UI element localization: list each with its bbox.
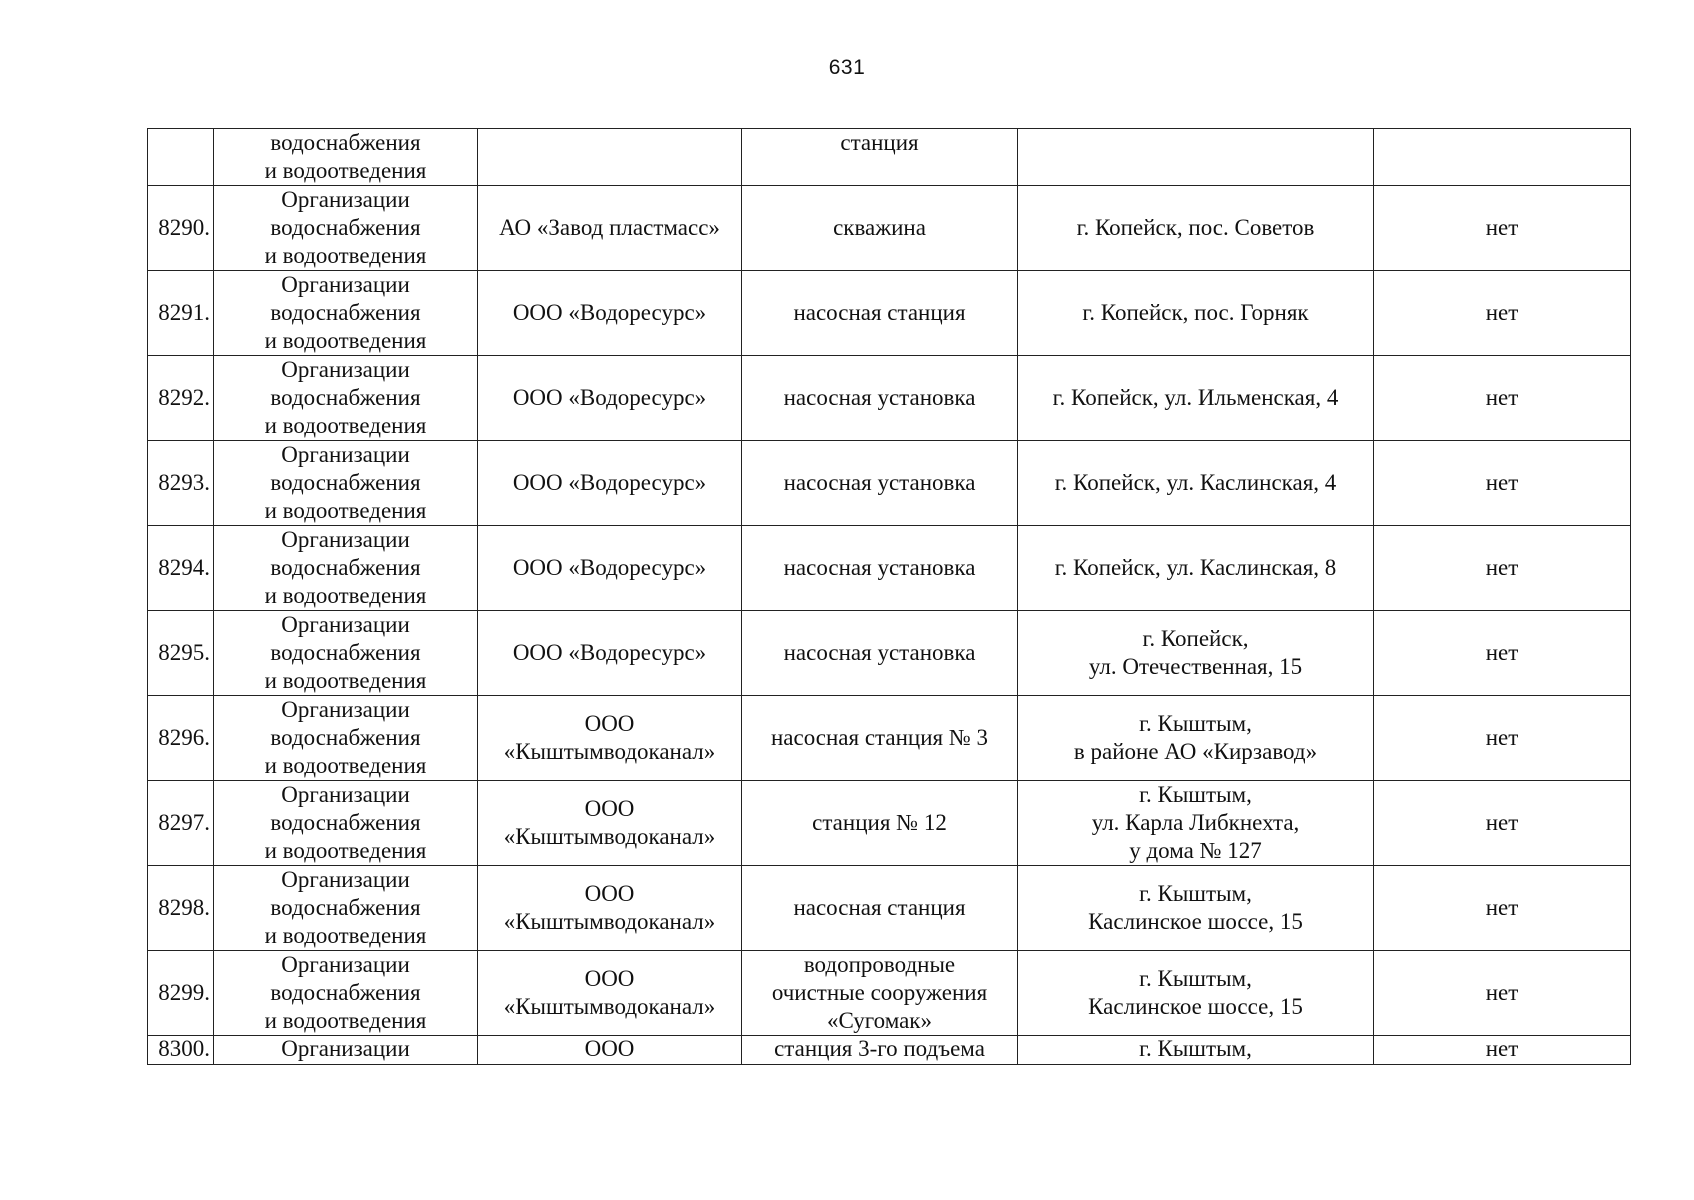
table-row	[148, 781, 1631, 866]
page-number: 631	[828, 56, 866, 79]
cell-number: 8292.	[148, 356, 214, 441]
cell-organization	[478, 129, 742, 186]
cell-number: 8299.	[148, 951, 214, 1036]
cell-address: г. Кыштым, Каслинское шоссе, 15	[1018, 951, 1374, 1036]
cell-organization: ООО «Водоресурс»	[478, 271, 742, 356]
cell-object: насосная установка	[742, 611, 1018, 696]
cell-address: г. Копейск, пос. Горняк	[1018, 271, 1374, 356]
cell-address	[1018, 129, 1374, 186]
cell-number: 8298.	[148, 866, 214, 951]
cell-org-type: Организации водоснабжения и водоотведения	[214, 526, 478, 611]
cell-number: 8294.	[148, 526, 214, 611]
cell-value: нет	[1374, 356, 1631, 441]
table-row-last	[148, 1036, 1631, 1065]
cell-org-type: водоснабжения и водоотведения	[214, 129, 478, 186]
cell-org-type: Организации водоснабжения и водоотведения	[214, 866, 478, 951]
table-row	[148, 356, 1631, 441]
cell-organization: ООО «Водоресурс»	[478, 526, 742, 611]
cell-address: г. Копейск, пос. Советов	[1018, 186, 1374, 271]
cell-address: г. Кыштым, ул. Карла Либкнехта, у дома № 127	[1018, 781, 1374, 866]
cell-value: нет	[1374, 866, 1631, 951]
cell-organization: ООО «Кыштымводоканал»	[478, 951, 742, 1036]
table-row	[148, 611, 1631, 696]
cell-address: г. Копейск, ул. Ильменская, 4	[1018, 356, 1374, 441]
cell-object: станция № 12	[742, 781, 1018, 866]
cell-value: нет	[1374, 951, 1631, 1036]
cell-object: станция	[742, 129, 1018, 186]
cell-organization: ООО «Водоресурс»	[478, 356, 742, 441]
cell-value: нет	[1374, 1036, 1631, 1065]
cell-object: насосная станция № 3	[742, 696, 1018, 781]
cell-number: 8295.	[148, 611, 214, 696]
table-row-continuation	[148, 129, 1631, 186]
cell-value: нет	[1374, 271, 1631, 356]
cell-organization: ООО «Водоресурс»	[478, 441, 742, 526]
cell-number: 8290.	[148, 186, 214, 271]
cell-value: нет	[1374, 781, 1631, 866]
cell-number: 8293.	[148, 441, 214, 526]
cell-address: г. Копейск, ул. Каслинская, 4	[1018, 441, 1374, 526]
registry-table	[147, 128, 1631, 1065]
cell-value: нет	[1374, 696, 1631, 781]
cell-object: станция 3-го подъема	[742, 1036, 1018, 1065]
table-row	[148, 951, 1631, 1036]
cell-org-type: Организации водоснабжения и водоотведения	[214, 441, 478, 526]
cell-value: нет	[1374, 186, 1631, 271]
cell-address: г. Копейск, ул. Отечественная, 15	[1018, 611, 1374, 696]
cell-number: 8297.	[148, 781, 214, 866]
cell-org-type: Организации водоснабжения и водоотведения	[214, 696, 478, 781]
cell-organization: ООО «Водоресурс»	[478, 611, 742, 696]
cell-organization: ООО	[478, 1036, 742, 1065]
cell-org-type: Организации	[214, 1036, 478, 1065]
cell-number	[148, 129, 214, 186]
table-row	[148, 526, 1631, 611]
cell-object: насосная установка	[742, 441, 1018, 526]
cell-object: насосная станция	[742, 866, 1018, 951]
cell-number: 8291.	[148, 271, 214, 356]
cell-number: 8296.	[148, 696, 214, 781]
table-row	[148, 866, 1631, 951]
table-row	[148, 696, 1631, 781]
cell-object: насосная установка	[742, 526, 1018, 611]
cell-org-type: Организации водоснабжения и водоотведения	[214, 186, 478, 271]
cell-organization: ООО «Кыштымводоканал»	[478, 696, 742, 781]
cell-value	[1374, 129, 1631, 186]
cell-address: г. Кыштым,	[1018, 1036, 1374, 1065]
cell-value: нет	[1374, 526, 1631, 611]
cell-organization: АО «Завод пластмасс»	[478, 186, 742, 271]
cell-number: 8300.	[148, 1036, 214, 1065]
cell-object: водопроводные очистные сооружения «Сугомак»	[742, 951, 1018, 1036]
cell-value: нет	[1374, 441, 1631, 526]
cell-object: скважина	[742, 186, 1018, 271]
table-row	[148, 186, 1631, 271]
cell-value: нет	[1374, 611, 1631, 696]
cell-org-type: Организации водоснабжения и водоотведения	[214, 271, 478, 356]
cell-org-type: Организации водоснабжения и водоотведения	[214, 951, 478, 1036]
cell-address: г. Кыштым, в районе АО «Кирзавод»	[1018, 696, 1374, 781]
cell-object: насосная установка	[742, 356, 1018, 441]
table-row	[148, 441, 1631, 526]
cell-organization: ООО «Кыштымводоканал»	[478, 781, 742, 866]
cell-org-type: Организации водоснабжения и водоотведения	[214, 356, 478, 441]
cell-organization: ООО «Кыштымводоканал»	[478, 866, 742, 951]
cell-address: г. Копейск, ул. Каслинская, 8	[1018, 526, 1374, 611]
table-row	[148, 271, 1631, 356]
cell-object: насосная станция	[742, 271, 1018, 356]
cell-org-type: Организации водоснабжения и водоотведения	[214, 611, 478, 696]
cell-address: г. Кыштым, Каслинское шоссе, 15	[1018, 866, 1374, 951]
cell-org-type: Организации водоснабжения и водоотведения	[214, 781, 478, 866]
